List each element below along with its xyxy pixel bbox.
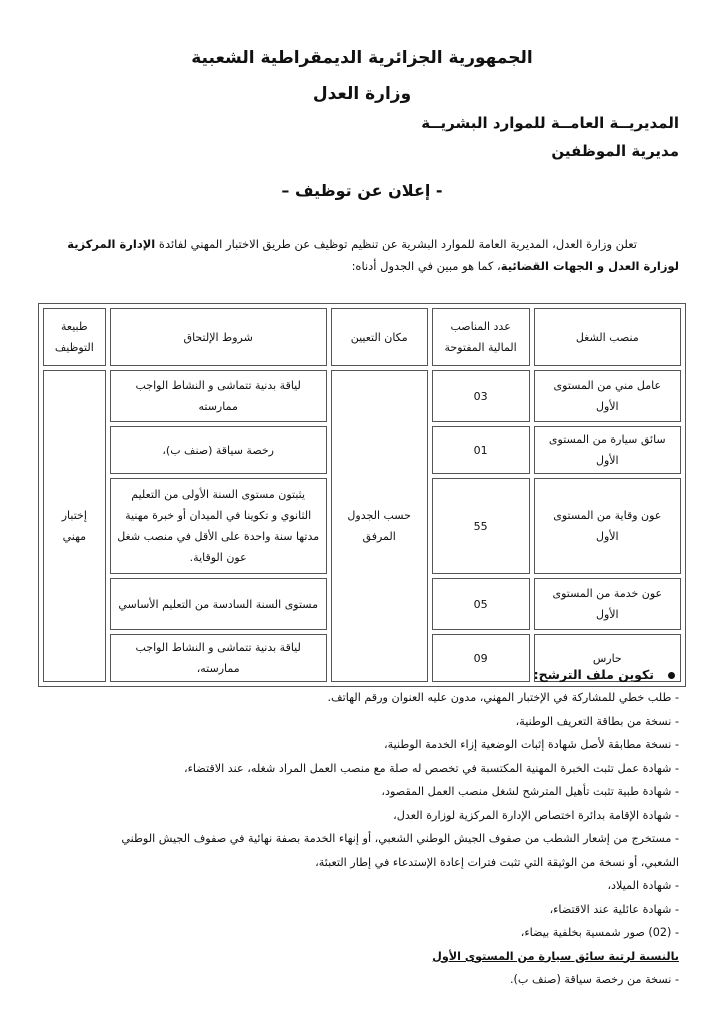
file-title-text: تكوين ملف الترشح:: [533, 667, 654, 682]
directorate-title: المديريــة العامــة للموارد البشريــة: [421, 114, 679, 132]
conditions-cell: لياقة بدنية تتماشى و النشاط الواجب ممارسته: [110, 370, 327, 422]
list-item: - شهادة طبية تثبت تأهيل المترشح لشغل منصب العمل المقصود،: [381, 785, 679, 798]
list-item: - شهادة الإقامة بدائرة اختصاص الإدارة المركزية لوزارة العدل،: [393, 808, 679, 822]
intro-paragraph: [39, 233, 679, 277]
table-row: [43, 370, 681, 422]
list-item: - شهادة عمل تثبت الخبرة المهنية المكتسبة في تخصص له صلة مع منصب العمل المراد شغله، عند الاقتضاء،: [183, 761, 679, 775]
post-cell: عون خدمة من المستوى الأول: [534, 578, 681, 630]
post-cell: عون وقاية من المستوى الأول: [534, 478, 681, 574]
list-item: - شهادة عائلية عند الاقتضاء،: [549, 902, 679, 916]
table-header-row: [43, 308, 681, 366]
count-cell: 05: [432, 578, 530, 630]
file-section-title: [29, 667, 679, 682]
header-count: عدد المناصب المالية المفتوحة: [432, 308, 530, 366]
intro-text-2: ، كما هو مبين في الجدول أدناه:: [351, 259, 501, 273]
count-cell: 09: [432, 634, 530, 682]
list-item: - نسخة من رخصة سياقة (صنف ب).: [510, 973, 679, 986]
count-cell: 55: [432, 478, 530, 574]
post-cell: سائق سيارة من المستوى الأول: [534, 426, 681, 474]
header-post: منصب الشغل: [534, 308, 681, 366]
intro-line-1: [39, 233, 679, 255]
announcement-title: - إعلان عن توظيف –: [281, 181, 443, 200]
positions-table: [38, 303, 686, 687]
intro-line-2: [39, 255, 679, 277]
conditions-cell: لياقة بدنية تتماشى و النشاط الواجب ممارسته،: [110, 634, 327, 682]
post-cell: حارس: [534, 634, 681, 682]
header-place: مكان التعيين: [331, 308, 428, 366]
conditions-cell: رخصة سياقة (صنف ب)،: [110, 426, 327, 474]
list-item: - نسخة مطابقة لأصل شهادة إثبات الوضعية إزاء الخدمة الوطنية،: [384, 738, 679, 751]
post-cell: عامل مني من المستوى الأول: [534, 370, 681, 422]
list-item: - مستخرج من إشعار الشطب من صفوف الجيش الوطني الشعبي، أو إنهاء الخدمة بصفة نهائية في صفوف الجيش الوطني: [121, 832, 679, 845]
intro-text-1: تعلن وزارة العدل، المديرية العامة للموارد البشرية عن تنظيم توظيف عن طريق الاختبار المهني لفائدة: [158, 237, 637, 251]
republic-title: الجمهورية الجزائرية الديمقراطية الشعبية: [191, 48, 533, 68]
nature-cell: إختبار مهني: [43, 370, 106, 682]
list-item: - شهادة الميلاد،: [607, 879, 679, 892]
ministry-title: وزارة العدل: [312, 84, 412, 104]
count-cell: 03: [432, 370, 530, 422]
conditions-cell: مستوى السنة السادسة من التعليم الأساسي: [110, 578, 327, 630]
application-file-section: [29, 667, 679, 992]
intro-bold-2: لوزارة العدل و الجهات القضائية: [500, 259, 679, 273]
sub-directorate-title: مديرية الموظفين: [551, 142, 679, 160]
header-nature: طبيعة التوظيف: [43, 308, 106, 366]
bullet-icon: [668, 672, 675, 679]
count-cell: 01: [432, 426, 530, 474]
driver-subheading: بالنسبة لرتبة سائق سيارة من المستوى الأول: [432, 949, 679, 963]
place-cell: حسب الجدول المرفق: [331, 370, 428, 682]
list-item: - (02) صور شمسية بخلفية بيضاء،: [520, 926, 679, 939]
documents-list: [29, 686, 679, 992]
list-item: الشعبي، أو نسخة من الوثيقة التي تثبت فترات إعادة الإستدعاء في إطار التعبئة،: [315, 855, 679, 869]
intro-bold-1: الإدارة المركزية: [67, 237, 156, 251]
header-conditions: شروط الإلتحاق: [110, 308, 327, 366]
list-item: - نسخة من بطاقة التعريف الوطنية،: [515, 714, 679, 728]
list-item: - طلب خطي للمشاركة في الإختبار المهني، مدون عليه العنوان ورقم الهاتف.: [327, 691, 679, 704]
conditions-cell: يثبتون مستوى السنة الأولى من التعليم الثانوي و تكوينا في الميدان أو خبرة مهنية مدتها سنة واحدة على الأقل في منصب شغل عون الوقاية.: [110, 478, 327, 574]
